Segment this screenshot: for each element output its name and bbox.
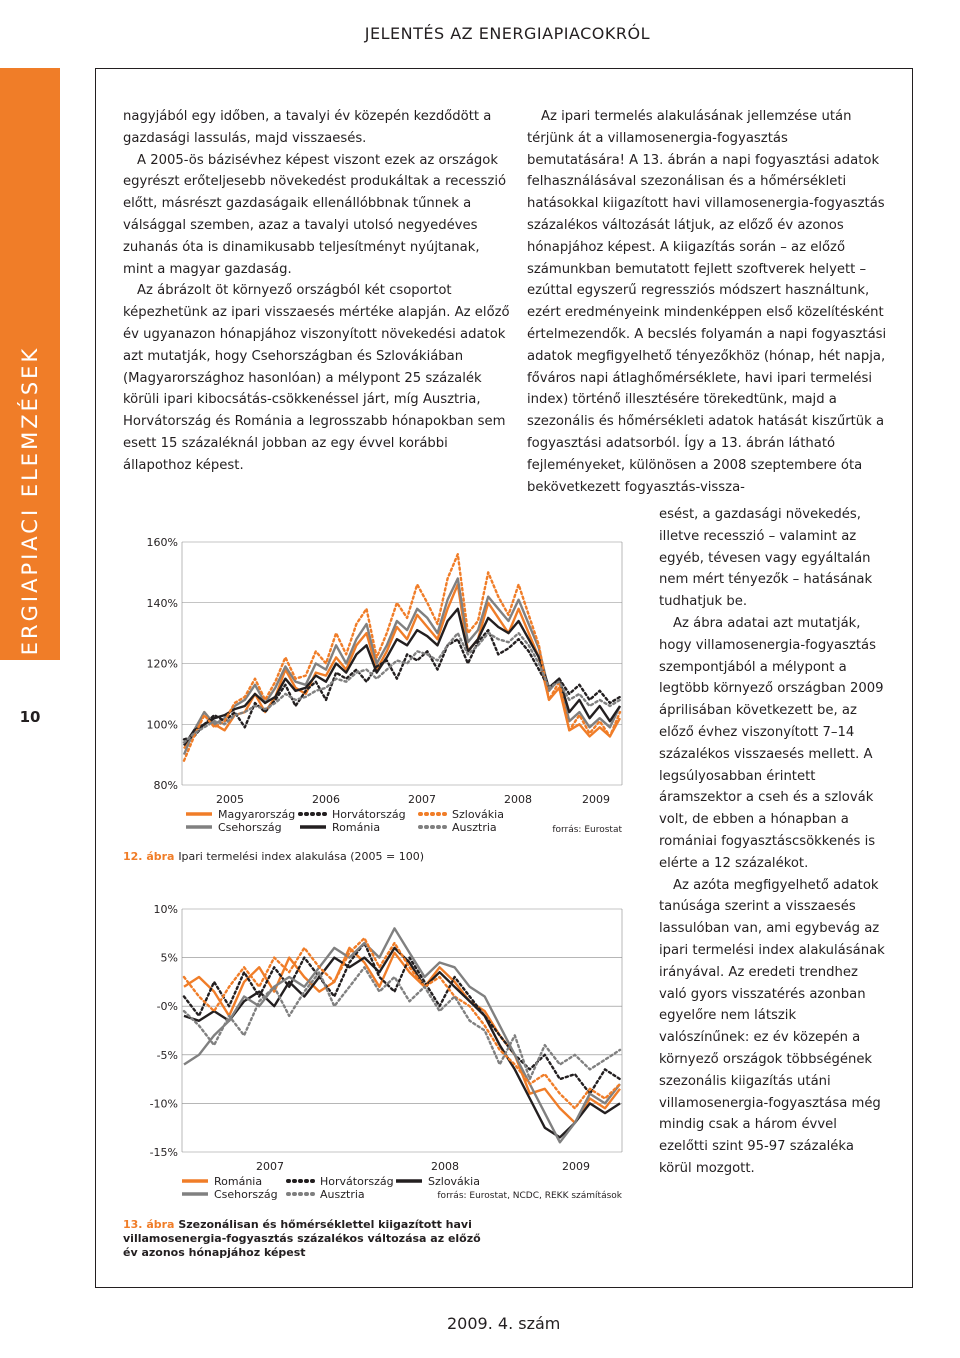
chart-source: forrás: Eurostat, NCDC, REKK számítások [437,1191,622,1201]
legend-label: Szlovákia [452,808,504,821]
y-axis-labels [150,903,178,1159]
figure-title: Szezonálisan és hőmérséklettel kiigazított havi villamosenergia-fogyasztás százalékos változása az előző év azonos hónapjához képest [123,1218,481,1259]
y-axis-labels [147,536,178,792]
y-tick-label: -0% [156,1000,178,1014]
legend-label: Ausztria [320,1188,365,1201]
figure-title: Ipari termelési index alakulása (2005 = 100) [178,850,425,863]
series-line-románia [184,609,620,746]
paragraph: Az ábra adatai azt mutatják, hogy villamosenergia-fogyasztás szempontjából a mélypont a legtöbb környező országban 2009 áprilisában következett be, az előző évhez viszonyított 7–14 százalékos visszaesés mellett. A legsúlyosabban érintett áramszektor a cseh és a szlovák volt, de ebben a hónapban a romániai fogyasztáscsökkenés is elérte a 12 százalékot. [659,615,884,871]
text-column-1 [123,106,511,477]
legend-label: Horvátország [332,808,406,821]
paragraph: Az ipari termelés alakulásának jellemzése után térjünk át a villamosenergia-fogyasztás bemutatására! A 13. ábrán a napi fogyasztási adatok felhasználásával szezonálisan és a hőmérsékleti hatásokkal kiigazított havi villamosenergia-fogyasztás százalékos változását látjuk, az előző év azonos hónapjához képest. A kiigazítás során – az előző számunkban bemutatott fejlett szoftverek helyett – ezúttal egyszerű regressziós módszert használtunk, ezért eredményeink mindenképpen első közelítésként értelmezendők. A becslés folyamán a napi fogyasztási adatok megfigyelhető tényezőkhöz (hónap, hét napja, főváros napi átlaghőmérséklete, havi ipari termelési index) történő illesztésére törekedtünk, majd a szezonális és hőmérsékleti adatok hatását kiszűrtük a fogyasztási adatsorból. Így a 13. ábrán látható fejleményeket, különösen a 2008 szeptembere óta bekövetkezett fogyasztás-vissza- [527,109,887,495]
x-axis-labels [216,793,610,806]
x-tick-label: 2007 [408,793,436,806]
x-tick-label: 2008 [504,793,532,806]
x-tick-label: 2005 [216,793,244,806]
legend-label: Magyarország [218,808,296,821]
figure-12-caption [123,850,543,864]
legend-label: Románia [214,1175,263,1188]
paragraph: A 2005-ös bázisévhez képest viszont ezek az országok egyrészt erőteljesebb növekedést produkáltak a recesszió előtt, másrészt gazdaságaik ellenállóbbnak tűnnek a válsággal szemben, azaz a tavalyi utolsó negyedéves zuhanás óta is dinamikusabb teljesítményt nyújtanak, mint a magyar gazdaság. [123,152,507,277]
chart-series [184,554,620,761]
paragraph: esést, a gazdasági növekedés, illetve recesszió – valamint az egyéb, tévesen vagy egyáltalán nem mért tényezők – hatásának tudhatjuk be. [659,507,873,610]
x-tick-label: 2007 [256,1160,284,1173]
chart-gridlines [182,909,622,1152]
chart-series [184,928,620,1142]
series-line-horvátország [184,943,620,1094]
x-tick-label: 2006 [312,793,340,806]
section-sidebar [0,68,60,691]
x-tick-label: 2009 [562,1160,590,1173]
chart-legend [182,1175,480,1201]
running-header: JELENTÉS AZ ENERGIAPIACOKRÓL [364,24,650,43]
y-tick-label: 80% [153,779,178,792]
figure-number: 12. ábra [123,850,175,863]
y-tick-label: 120% [146,657,178,671]
y-tick-label: -15% [149,1146,178,1159]
section-title: ENERGIAPIACI ELEMZÉSEK [18,345,42,691]
legend-label: Ausztria [452,821,497,834]
chart-legend [186,808,504,834]
series-line-szlovákia [184,554,620,761]
x-tick-label: 2008 [431,1160,459,1173]
paragraph: Az azóta megfigyelhető adatok tanúsága szerint a visszaesés lassulóban van, ami egybevág az ipari termelési index alakulásának irányával. Az eredeti trendhez való gyors visszatérés azonban egyelőre nem látszik valószínűnek: ez év közepén a környező országok többségének szezonális kiigazítás utáni villamosenergia-fogyasztása még mindig csak a három évvel ezelőtti szint 95-97 százaléka körül mozgott. [659,877,885,1176]
x-tick-label: 2009 [582,793,610,806]
page-number: 10 [19,708,41,726]
electricity-consumption-chart [120,892,630,1206]
issue-footer: 2009. 4. szám [447,1314,561,1333]
series-line-ausztria [184,967,620,1079]
y-tick-label: 160% [146,536,178,549]
paragraph: Az ábrázolt öt környező országból két csoportot képezhetünk az ipari visszaesés mértéke alapján. Az előző év ugyanazon hónapjához viszonyított növekedési adatok azt mutatják, hogy Csehországban és Szlovákiában (Magyarországhoz hasonlóan) a mélypont 25 százalék körüli ipari kibocsátás-csökkenéssel járt, míg Ausztria, Horvátország és Románia a legrosszabb hónapokban sem esett 15 százaléknál jobban az egy évvel korábbi állapothoz képest. [123,283,510,473]
industrial-index-chart [120,525,630,840]
legend-label: Csehország [214,1188,278,1201]
chart-source: forrás: Eurostat [552,825,622,835]
y-tick-label: 140% [146,596,178,610]
legend-label: Csehország [218,821,282,834]
y-tick-label: 10% [153,903,178,916]
text-column-2 [527,106,887,498]
y-tick-label: 100% [146,718,178,732]
legend-label: Horvátország [320,1175,394,1188]
text-column-3 [659,504,889,1180]
figure-13-caption [123,1218,483,1260]
y-tick-label: -5% [156,1048,178,1062]
legend-label: Románia [332,821,381,834]
paragraph: nagyjából egy időben, a tavalyi év közepén kezdődött a gazdasági lassulás, majd visszaesés. [123,109,492,146]
x-axis-labels [256,1160,590,1173]
y-tick-label: 5% [160,951,178,965]
legend-label: Szlovákia [428,1175,480,1188]
y-tick-label: -10% [149,1097,178,1111]
figure-number: 13. ábra [123,1218,175,1231]
